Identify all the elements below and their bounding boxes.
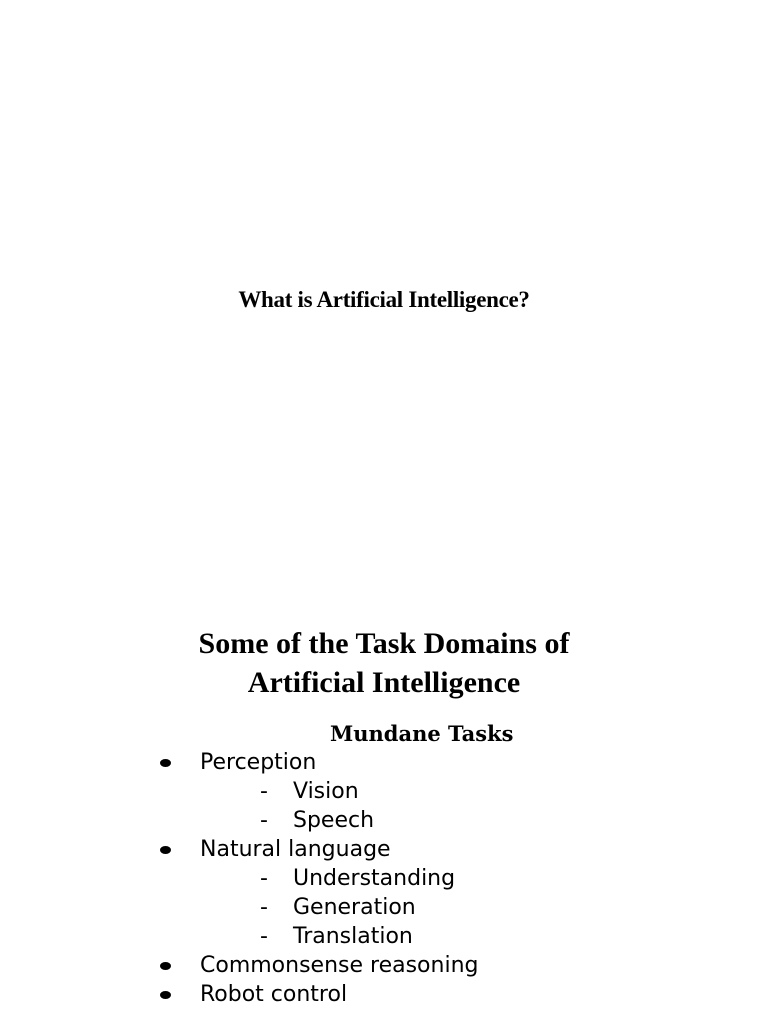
bullet-icon (160, 759, 171, 767)
bullet-icon (160, 962, 171, 970)
dash-marker: - (260, 808, 268, 833)
dash-marker: - (260, 924, 268, 949)
page-title: What is Artificial Intelligence? (238, 287, 530, 312)
subtask-item-label: Speech (293, 808, 375, 833)
task-item-label: Robot control (200, 982, 348, 1007)
dash-marker: - (260, 895, 268, 920)
subtask-item-speech (0, 806, 478, 835)
bullet-icon (160, 846, 171, 854)
dash-marker: - (260, 866, 268, 891)
subtask-item-generation (0, 893, 478, 922)
subtask-item-label: Vision (293, 779, 359, 804)
subtask-item-understanding (0, 864, 478, 893)
task-item-label: Commonsense reasoning (200, 953, 479, 978)
task-item-natural-language (0, 835, 478, 864)
section-heading-line-2: Artificial Intelligence (247, 666, 521, 699)
section-subheading: Mundane Tasks (330, 721, 514, 746)
task-item-commonsense-reasoning (0, 951, 478, 980)
section-heading-line-1: Some of the Task Domains of (198, 627, 570, 660)
bullet-icon (160, 991, 171, 999)
subtask-item-label: Generation (293, 895, 416, 920)
subtask-item-translation (0, 922, 478, 951)
task-list (0, 748, 478, 1009)
task-item-label: Natural language (200, 837, 391, 862)
section-heading (0, 624, 768, 702)
subtask-item-vision (0, 777, 478, 806)
subtask-item-label: Understanding (293, 866, 456, 891)
task-item-perception (0, 748, 478, 777)
task-item-robot-control (0, 980, 478, 1009)
subtask-item-label: Translation (293, 924, 413, 949)
task-item-label: Perception (200, 750, 317, 775)
dash-marker: - (260, 779, 268, 804)
